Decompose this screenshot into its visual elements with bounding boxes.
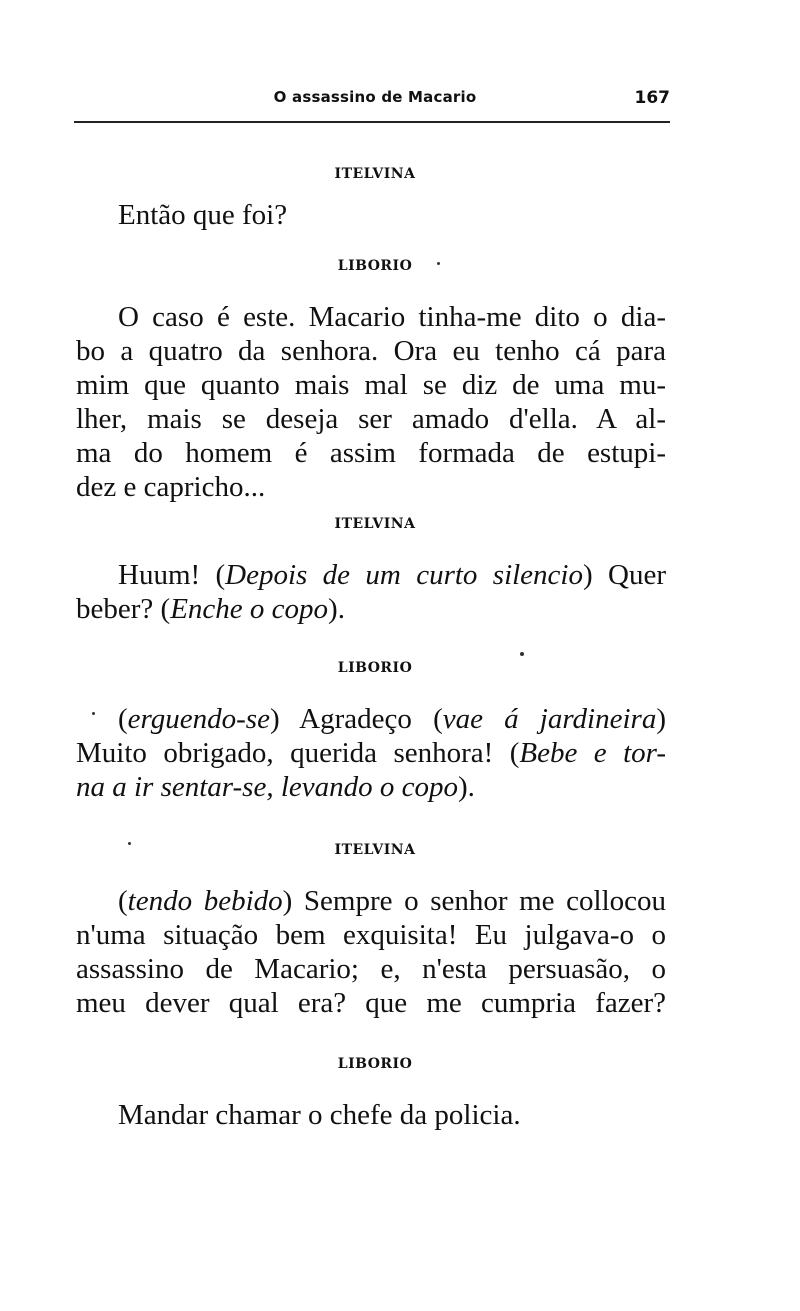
speech-line [76, 736, 666, 770]
speech-line: lher, mais se deseja ser amado d'ella. A al- [76, 403, 666, 435]
stage-direction: tendo bebido [127, 885, 283, 917]
speech-line: (tendo bebido) Sempre o senhor me collocou [118, 885, 667, 917]
stage-direction: erguendo-se [127, 703, 270, 735]
speech-line: meu dever qual era? que me cumpria fazer? [76, 987, 666, 1019]
speech-block [76, 702, 666, 804]
speech-text: Sempre o senhor me collocou [292, 885, 667, 917]
speech-block [76, 558, 666, 626]
speech-block [76, 198, 666, 232]
speech-line [76, 592, 666, 626]
speech-text: Agradeço [279, 703, 434, 735]
scan-speck [437, 262, 440, 265]
stage-direction: vae á jardineira [442, 703, 657, 735]
speech-block [76, 884, 666, 1020]
speech-text: ) Quer [583, 559, 666, 591]
speaker-name: ITELVINA [334, 842, 416, 858]
speech-line: dez e capricho... [76, 471, 266, 503]
header-rule [74, 121, 670, 123]
speech-text: beber? ( [76, 593, 171, 625]
scan-speck [128, 842, 131, 845]
speech-line: O caso é este. Macario tinha-me dito o dia- [118, 301, 666, 333]
speech-line: bo a quatro da senhora. Ora eu tenho cá para [76, 335, 666, 367]
stage-direction: Depois de um curto silencio [225, 559, 583, 591]
scan-speck [520, 652, 524, 656]
stage-direction: Bebe e tor- [519, 737, 667, 769]
speech-line: assassino de Macario; e, n'esta persuasão, o [76, 953, 666, 985]
speech-line [76, 558, 666, 592]
running-head [80, 88, 670, 112]
speaker-name: LIBORIO [337, 1056, 413, 1072]
speech-line: ma do homem é assim formada de estupi- [76, 437, 666, 469]
speech-line: Mandar chamar o chefe da policia. [118, 1099, 521, 1131]
stage-direction: Enche o copo [170, 593, 329, 625]
speaker-name: ITELVINA [334, 516, 416, 532]
speech-text: Muito obrigado, querida senhora! ( [76, 737, 520, 769]
speech-block [76, 1098, 666, 1132]
speech-line: (erguendo-se) Agradeço (vae á jardineira) [118, 703, 666, 735]
speech-text: ). [328, 593, 345, 625]
speaker-name: ITELVINA [334, 166, 416, 182]
speech-line: na a ir sentar-se, levando o copo). [76, 771, 475, 803]
stage-direction: na a ir sentar-se, levando o copo [76, 771, 458, 803]
speech-line: Então que foi? [118, 199, 288, 231]
speaker-name: LIBORIO [337, 258, 413, 274]
speaker-name: LIBORIO [337, 660, 413, 676]
speech-block [76, 300, 666, 504]
speech-line: n'uma situação bem exquisita! Eu julgava-o o [76, 919, 666, 951]
speech-text: Huum! ( [118, 559, 226, 591]
scan-speck [92, 712, 95, 715]
speech-line: mim que quanto mais mal se diz de uma mu- [76, 369, 666, 401]
page-number: 167 [634, 88, 670, 108]
running-title: O assassino de Macario [273, 88, 477, 106]
